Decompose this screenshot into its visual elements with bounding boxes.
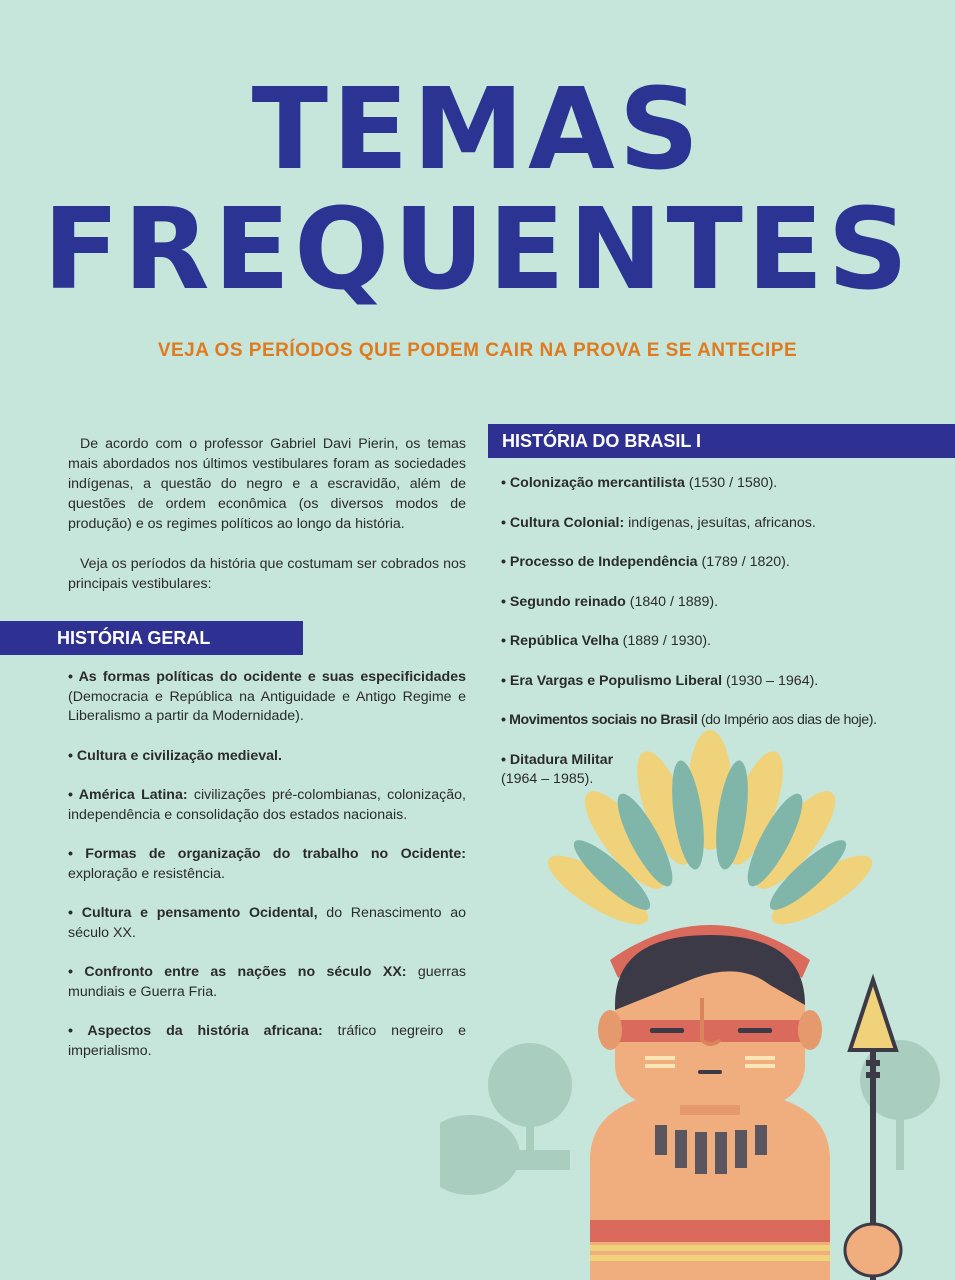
section-heading-historia-brasil: HISTÓRIA DO BRASIL I — [488, 424, 955, 458]
list-item: • Formas de organização do trabalho no Ocidente: exploração e resistência. — [68, 846, 466, 882]
intro-paragraph-2: Veja os períodos da história que costumam ser cobrados nos principais vestibulares: — [68, 556, 466, 592]
list-item: • Cultura Colonial: indígenas, jesuítas, africanos. — [501, 514, 816, 531]
list-item: • Confronto entre as nações no século XX: guerras mundiais e Guerra Fria. — [68, 964, 467, 1000]
page-title-line2: FREQUENTES — [42, 185, 913, 315]
page-subtitle: VEJA OS PERÍODOS QUE PODEM CAIR NA PROVA E SE ANTECIPE — [157, 340, 798, 361]
section-heading-historia-geral: HISTÓRIA GERAL — [0, 621, 303, 655]
intro-paragraph-1: De acordo com o professor Gabriel Davi Pierin, os temas mais abordados nos últimos vestibulares foram as sociedades indígenas, a questão do negro e a escravidão, além de questões de ordem econômica (os diversos modos de produção) e os regimes políticos ao longo da história. — [68, 436, 466, 532]
list-item: • Movimentos sociais no Brasil (do Império aos dias de hoje). — [501, 712, 877, 728]
list-item: • Colonização mercantilista (1530 / 1580). — [501, 475, 778, 491]
page-title-line1: TEMAS — [251, 65, 704, 195]
list-item: • As formas políticas do ocidente e suas especificidades (Democracia e República na Antiguidade e Antigo Regime e Liberalismo a partir da Modernidade). — [68, 669, 466, 724]
list-item: • Cultura e civilização medieval. — [68, 747, 282, 764]
list-item: • Ditadura Militar (1964 – 1985). — [501, 751, 614, 787]
feather-headdress-icon — [539, 730, 880, 936]
list-item: • Segundo reinado (1840 / 1889). — [501, 593, 719, 610]
list-item: • América Latina: civilizações pré-colombianas, colonização, independência e consolidação dos estados nacionais. — [68, 787, 466, 823]
list-item: • Processo de Independência (1789 / 1820). — [501, 554, 790, 570]
intro-text — [68, 434, 466, 614]
list-item: • Era Vargas e Populismo Liberal (1930 – 1964). — [501, 672, 819, 689]
historia-geral-list — [68, 668, 466, 1081]
list-item: • Aspectos da história africana: tráfico negreiro e imperialismo. — [68, 1023, 467, 1059]
list-item: • Cultura e pensamento Ocidental, do Renascimento ao século XX. — [68, 905, 467, 941]
list-item: • República Velha (1889 / 1930). — [501, 633, 711, 649]
indigenous-figure-illustration — [440, 730, 955, 1280]
